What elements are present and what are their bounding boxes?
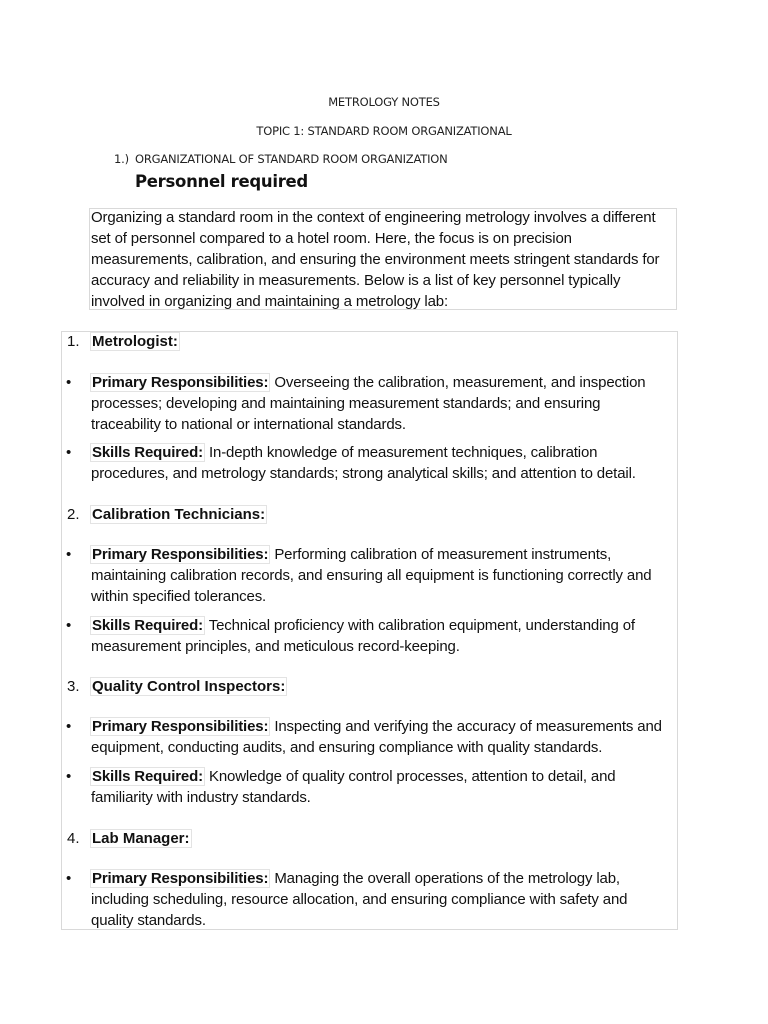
role-number: 3. xyxy=(67,678,80,695)
topic-item-text: ORGANIZATIONAL OF STANDARD ROOM ORGANIZATION xyxy=(135,152,448,166)
bullet-label: Primary Responsibilities: xyxy=(92,718,269,735)
bullet-label: Skills Required: xyxy=(92,617,203,634)
bullet-line xyxy=(91,374,645,391)
bullet-line: measurement principles, and meticulous record-keeping. xyxy=(91,638,460,655)
bullet-text: Managing the overall operations of the metrology lab, xyxy=(270,870,620,887)
bullet-line: within specified tolerances. xyxy=(91,588,267,605)
bullet-line: familiarity with industry standards. xyxy=(91,789,311,806)
section-title: Personnel required xyxy=(135,172,308,191)
bullet-line xyxy=(91,870,620,887)
role-heading-metrologist xyxy=(67,333,180,350)
topic-item xyxy=(114,152,448,166)
bullet-text: Knowledge of quality control processes, attention to detail, and xyxy=(204,768,616,785)
intro-line: accuracy and reliability in measurements. Below is a list of key personnel typically xyxy=(91,272,621,289)
bullet-text: Overseeing the calibration, measurement, and inspection xyxy=(270,374,646,391)
intro-line: measurements, calibration, and ensuring the environment meets stringent standards for xyxy=(91,251,660,268)
bullet-line xyxy=(91,444,597,461)
bullet-line xyxy=(91,718,662,735)
bullet-icon: • xyxy=(66,374,72,391)
role-number: 4. xyxy=(67,830,80,847)
bullet-icon: • xyxy=(66,444,72,461)
role-heading-calibration-technicians xyxy=(67,506,267,523)
bullet-line: maintaining calibration records, and ensuring all equipment is functioning correctly and xyxy=(91,567,652,584)
role-name: Quality Control Inspectors: xyxy=(92,678,286,695)
bullet-icon: • xyxy=(66,546,72,563)
bullet-line: processes; developing and maintaining measurement standards; and ensuring xyxy=(91,395,601,412)
bullet-line: quality standards. xyxy=(91,912,206,929)
intro-line: set of personnel compared to a hotel room. Here, the focus is on precision xyxy=(91,230,572,247)
intro-line: involved in organizing and maintaining a metrology lab: xyxy=(91,293,448,310)
role-heading-lab-manager xyxy=(67,830,192,847)
bullet-line: procedures, and metrology standards; strong analytical skills; and attention to detail. xyxy=(91,465,636,482)
bullet-icon: • xyxy=(66,617,72,634)
bullet-line: equipment, conducting audits, and ensuring compliance with quality standards. xyxy=(91,739,603,756)
topic-heading: TOPIC 1: STANDARD ROOM ORGANIZATIONAL xyxy=(256,124,512,138)
role-heading-quality-control-inspectors xyxy=(67,678,287,695)
bullet-line xyxy=(91,617,635,634)
intro-line: Organizing a standard room in the context of engineering metrology involves a different xyxy=(91,209,656,226)
bullet-icon: • xyxy=(66,718,72,735)
bullet-label: Skills Required: xyxy=(92,444,203,461)
bullet-text: Performing calibration of measurement instruments, xyxy=(270,546,612,563)
bullet-line: traceability to national or international standards. xyxy=(91,416,406,433)
document-title: METROLOGY NOTES xyxy=(328,95,440,109)
role-number: 2. xyxy=(67,506,80,523)
bullet-text: Technical proficiency with calibration equipment, understanding of xyxy=(204,617,635,634)
bullet-label: Primary Responsibilities: xyxy=(92,546,269,563)
bullet-line xyxy=(91,546,611,563)
bullet-label: Primary Responsibilities: xyxy=(92,374,269,391)
role-name: Calibration Technicians: xyxy=(92,506,266,523)
bullet-label: Skills Required: xyxy=(92,768,203,785)
bullet-label: Primary Responsibilities: xyxy=(92,870,269,887)
bullet-line xyxy=(91,768,615,785)
bullet-text: Inspecting and verifying the accuracy of measurements and xyxy=(270,718,662,735)
bullet-text: In-depth knowledge of measurement techniques, calibration xyxy=(204,444,598,461)
role-name: Metrologist: xyxy=(92,333,178,350)
role-name: Lab Manager: xyxy=(92,830,190,847)
bullet-icon: • xyxy=(66,870,72,887)
role-number: 1. xyxy=(67,333,80,350)
bullet-icon: • xyxy=(66,768,72,785)
topic-item-number: 1.) xyxy=(114,152,129,166)
bullet-line: including scheduling, resource allocation, and ensuring compliance with safety and xyxy=(91,891,628,908)
